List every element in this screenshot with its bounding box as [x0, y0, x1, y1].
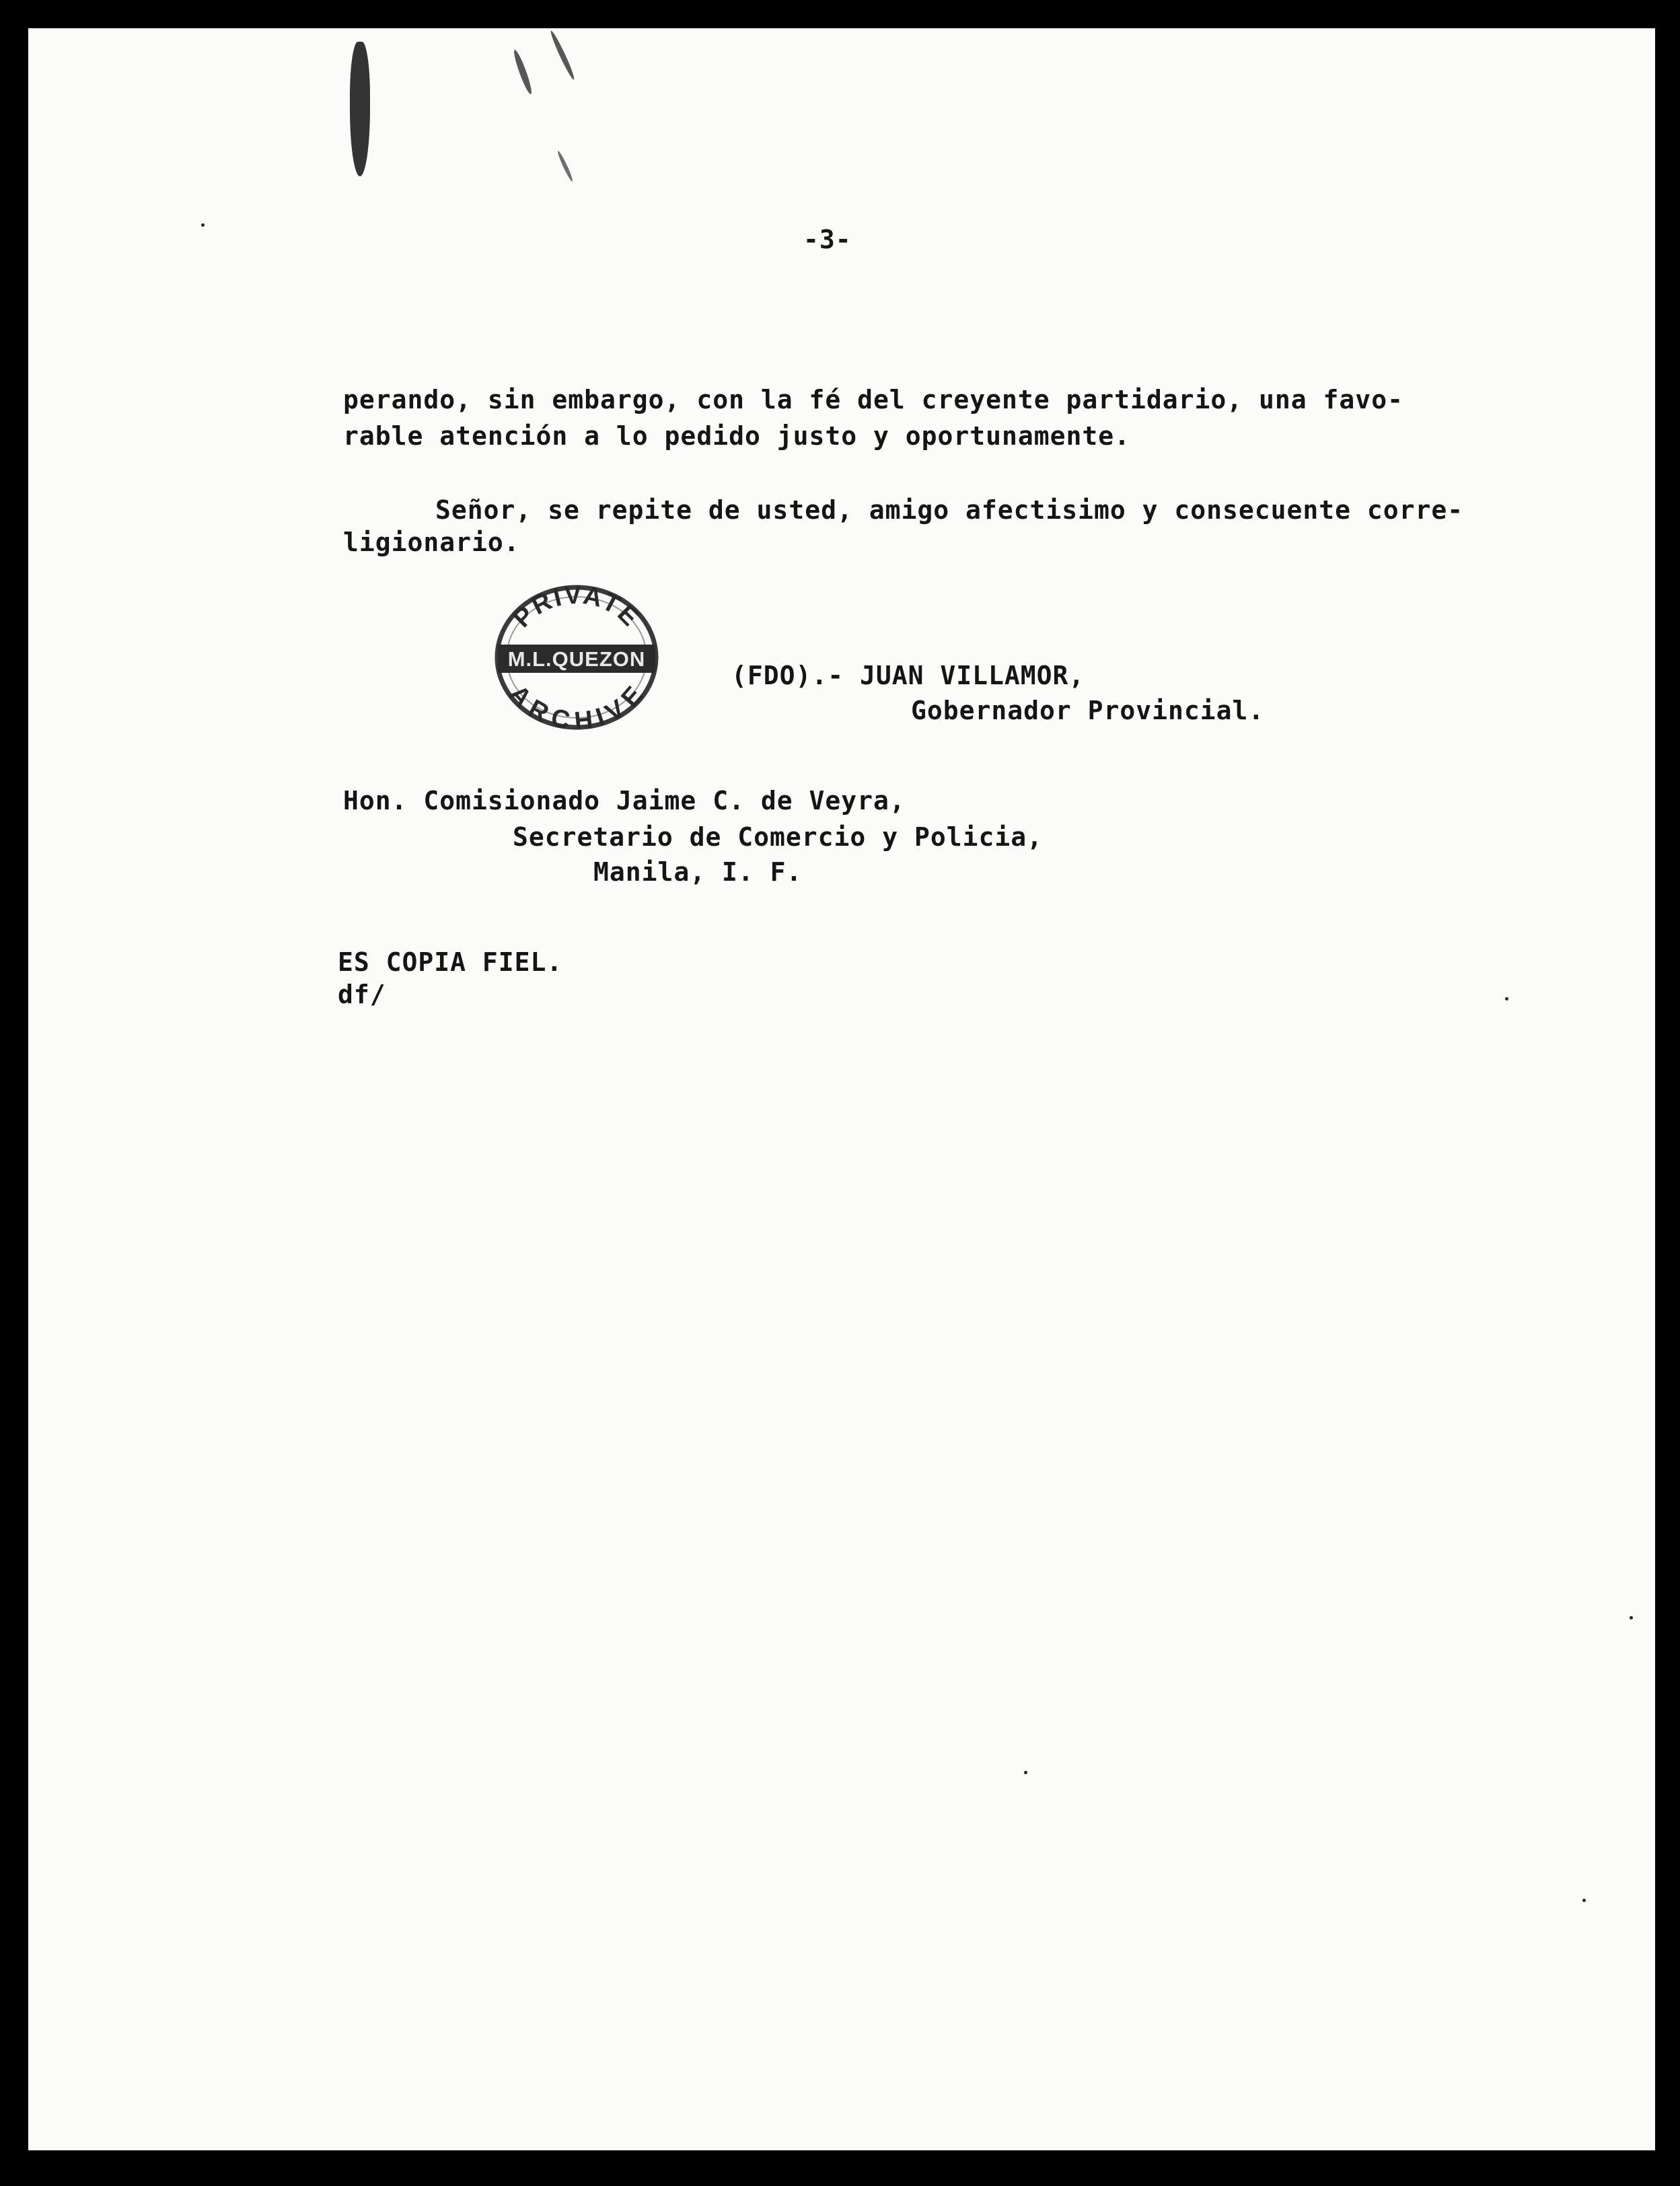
paragraph-1-line-1: perando, sin embargo, con la fé del creyente partidario, una favo- [343, 385, 1403, 414]
stamp-top-text: PRIVATE [507, 581, 646, 633]
stamp-bottom-text: ARCHIVE [503, 680, 650, 735]
copy-note: ES COPIA FIEL. [338, 947, 563, 977]
archive-stamp [486, 580, 667, 735]
addressee-line-2: Secretario de Comercio y Policia, [513, 822, 1043, 852]
document-page [28, 28, 1655, 2150]
speck [1582, 1899, 1586, 1902]
svg-text:PRIVATE [508, 581, 645, 633]
speck [1630, 1616, 1633, 1619]
page-number: -3- [803, 225, 852, 254]
paragraph-2-line-2: ligionario. [343, 527, 520, 557]
paragraph-2-line-1: Señor, se repite de usted, amigo afectisimo y consecuente corre- [435, 495, 1464, 525]
svg-text:ARCHIVE [503, 680, 650, 735]
paragraph-1-line-2: rable atención a lo pedido justo y oportunamente. [343, 421, 1131, 451]
ink-smudge [548, 30, 576, 81]
ink-smudge [350, 42, 370, 176]
speck [1024, 1771, 1027, 1774]
addressee-line-1: Hon. Comisionado Jaime C. de Veyra, [343, 786, 906, 815]
ink-smudge [556, 150, 575, 182]
signature-line-2: Gobernador Provincial. [911, 696, 1265, 725]
speck [1505, 997, 1508, 1000]
typist-initials: df/ [338, 980, 386, 1009]
speck [201, 223, 205, 227]
ink-smudge [511, 48, 534, 95]
addressee-line-3: Manila, I. F. [593, 857, 803, 887]
signature-line-1: (FDO).- JUAN VILLAMOR, [731, 661, 1085, 690]
stamp-middle-text: M.L.QUEZON [507, 647, 646, 671]
